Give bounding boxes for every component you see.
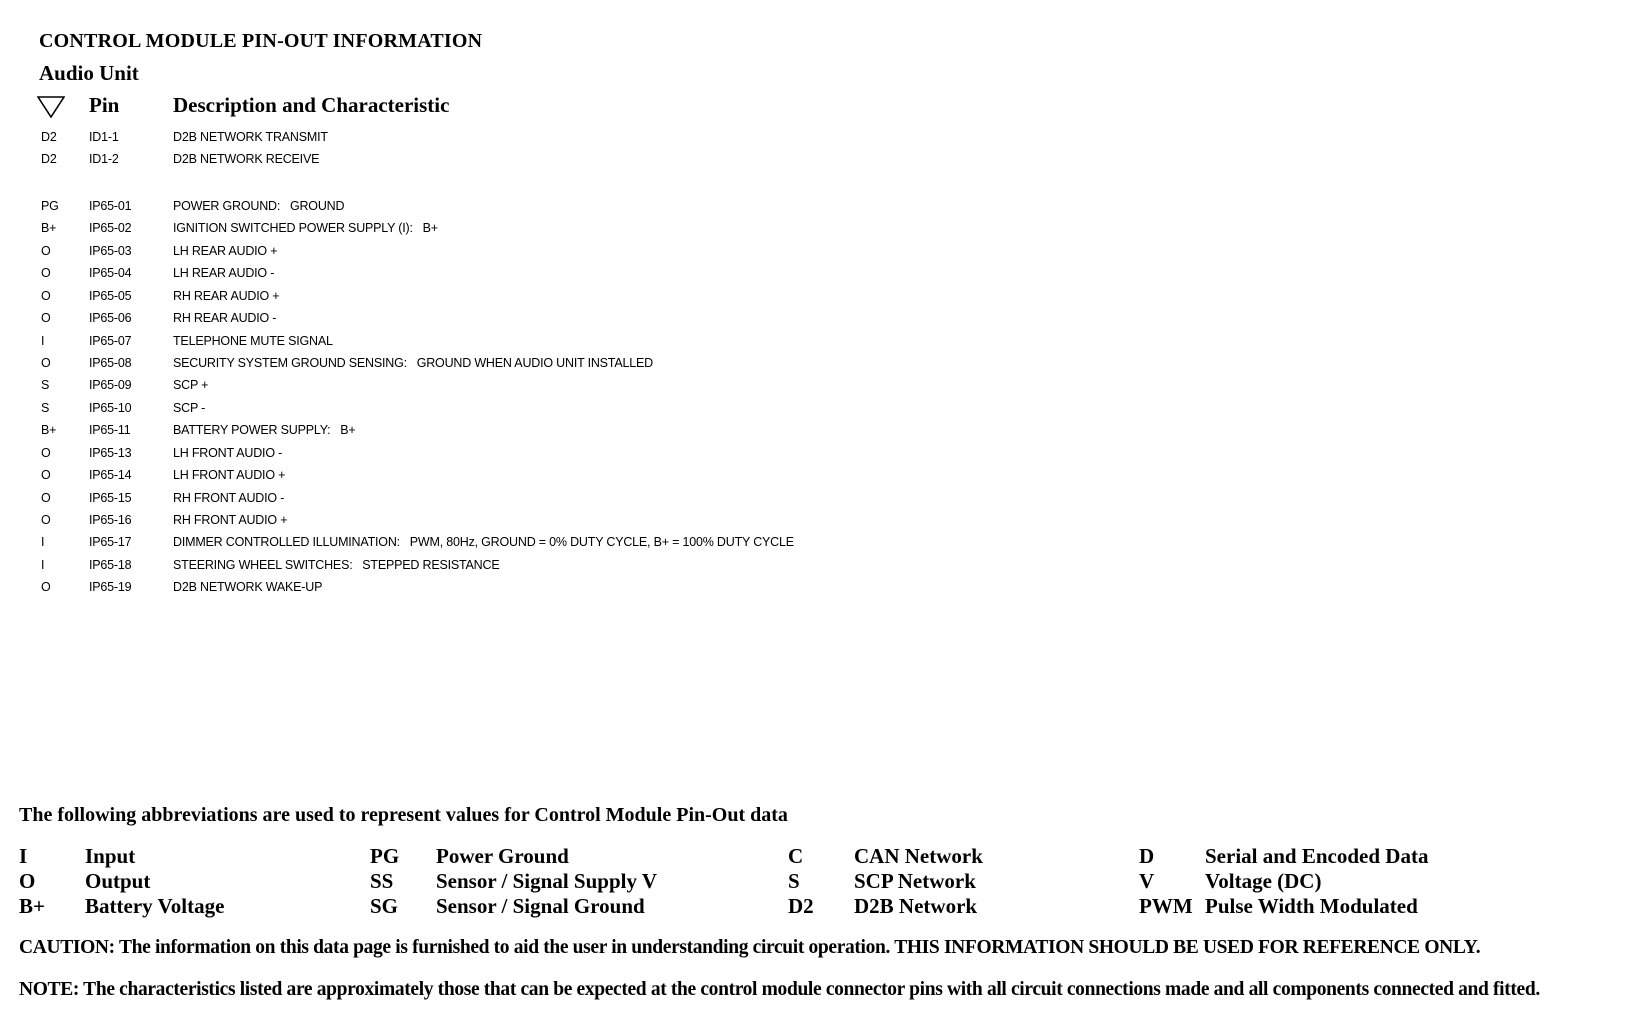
page-subtitle: Audio Unit	[39, 61, 139, 85]
pin-number: IP65-19	[89, 580, 132, 595]
pin-number: IP65-14	[89, 468, 132, 483]
pin-type-code: O	[41, 513, 51, 527]
abbreviation-meaning: Power Ground	[436, 844, 569, 868]
abbreviation-meaning: Voltage (DC)	[1205, 869, 1322, 893]
pin-type-code: I	[41, 333, 45, 348]
pin-table	[0, 126, 1000, 599]
abbreviation-code: D2	[788, 894, 814, 918]
note-text: NOTE: The characteristics listed are approximately those that can be expected at the control module connector pins with all circuit connections made and all components connected and fitted.	[19, 979, 1540, 1000]
pin-description: D2B NETWORK RECEIVE	[173, 152, 320, 167]
pin-type-code: O	[41, 490, 51, 505]
pin-description: D2B NETWORK WAKE-UP	[173, 580, 323, 595]
row-spacer	[0, 171, 1000, 195]
pin-number: IP65-01	[89, 198, 132, 213]
pin-type-code: B+	[41, 221, 57, 236]
table-row	[0, 554, 1000, 576]
pin-number: ID1-2	[89, 152, 119, 167]
caution-text: CAUTION: The information on this data page is furnished to aid the user in understanding circuit operation. THIS INFORMATION SHOULD BE USED FOR REFERENCE ONLY.	[19, 937, 1481, 958]
abbreviation-meaning: Output	[85, 869, 151, 893]
pin-description: STEERING WHEEL SWITCHES: STEPPED RESISTANCE	[173, 557, 500, 572]
pin-description: LH FRONT AUDIO -	[173, 445, 283, 460]
table-header	[0, 93, 900, 121]
pin-description: DIMMER CONTROLLED ILLUMINATION: PWM, 80Hz, GROUND = 0% DUTY CYCLE, B+ = 100% DUTY CYCLE	[173, 535, 794, 550]
table-row	[0, 262, 1000, 284]
pin-type-code: O	[41, 445, 51, 460]
pin-type-code: S	[41, 400, 50, 415]
column-header-description: Description and Characteristic	[173, 93, 450, 117]
abbreviation-code: C	[788, 844, 804, 868]
abbreviation-meaning: D2B Network	[854, 894, 978, 918]
abbreviation-meaning: SCP Network	[854, 869, 976, 893]
pin-description: RH FRONT AUDIO +	[173, 513, 288, 527]
pin-number: IP65-06	[89, 311, 132, 326]
pin-type-code: D2	[41, 130, 57, 144]
pin-type-code: O	[41, 243, 51, 258]
pin-type-code: O	[41, 580, 51, 595]
abbreviation-meaning: Sensor / Signal Supply V	[436, 869, 657, 893]
pin-type-code: PG	[41, 198, 59, 213]
abbreviation-meaning: Sensor / Signal Ground	[436, 894, 645, 918]
pin-number: ID1-1	[89, 130, 119, 144]
pin-description: RH REAR AUDIO +	[173, 288, 280, 303]
abbreviation-meaning: Battery Voltage	[85, 894, 225, 918]
table-row	[0, 217, 1000, 239]
pin-description: D2B NETWORK TRANSMIT	[173, 130, 328, 144]
abbreviation-meaning: CAN Network	[854, 844, 983, 868]
pin-number: IP65-10	[89, 400, 132, 415]
abbreviation-meaning: Pulse Width Modulated	[1205, 894, 1418, 918]
table-row	[0, 148, 1000, 170]
table-row	[0, 285, 1000, 307]
abbreviations-legend	[0, 844, 1632, 924]
pin-number: IP65-03	[89, 243, 132, 258]
abbreviation-meaning: Input	[85, 844, 136, 868]
abbreviation-code: B+	[19, 894, 45, 918]
table-row	[0, 374, 1000, 396]
table-row	[0, 509, 1000, 531]
abbreviation-code: I	[19, 844, 28, 868]
pin-description: SCP -	[173, 400, 206, 415]
table-row	[0, 126, 1000, 148]
abbreviations-intro: The following abbreviations are used to represent values for Control Module Pin-Out data	[19, 804, 788, 826]
pin-number: IP65-02	[89, 221, 132, 236]
table-row	[0, 195, 1000, 217]
pin-number: IP65-05	[89, 288, 132, 303]
pin-description: RH REAR AUDIO -	[173, 311, 277, 326]
abbreviation-code: O	[19, 869, 36, 893]
pin-number: IP65-16	[89, 513, 132, 527]
page-title: CONTROL MODULE PIN-OUT INFORMATION	[39, 30, 483, 52]
table-row	[0, 330, 1000, 352]
table-row	[0, 576, 1000, 598]
pin-type-code: S	[41, 378, 50, 393]
table-row	[0, 442, 1000, 464]
pin-description: SECURITY SYSTEM GROUND SENSING: GROUND WHEN AUDIO UNIT INSTALLED	[173, 355, 653, 370]
pin-number: IP65-07	[89, 333, 132, 348]
pin-description: POWER GROUND: GROUND	[173, 198, 345, 213]
pin-number: IP65-15	[89, 490, 132, 505]
pin-type-code: O	[41, 311, 51, 326]
pin-number: IP65-13	[89, 445, 132, 460]
pin-type-code: D2	[41, 152, 57, 167]
abbreviation-code: PWM	[1139, 894, 1193, 918]
table-row	[0, 464, 1000, 486]
pin-description: BATTERY POWER SUPPLY: B+	[173, 423, 356, 438]
triangle-down-outline-icon	[37, 96, 65, 118]
pin-type-code: O	[41, 355, 51, 370]
table-row	[0, 487, 1000, 509]
column-header-pin: Pin	[89, 93, 120, 117]
table-row	[0, 419, 1000, 441]
abbreviation-code: V	[1139, 869, 1155, 893]
table-row	[0, 307, 1000, 329]
pin-number: IP65-04	[89, 266, 132, 281]
pin-description: SCP +	[173, 378, 209, 393]
pin-type-code: O	[41, 288, 51, 303]
pin-number: IP65-09	[89, 378, 132, 393]
pin-number: IP65-11	[89, 423, 131, 438]
pin-description: IGNITION SWITCHED POWER SUPPLY (I): B+	[173, 221, 438, 236]
pin-type-code: I	[41, 535, 45, 550]
table-row	[0, 352, 1000, 374]
pin-description: LH REAR AUDIO +	[173, 243, 278, 258]
pin-description: RH FRONT AUDIO -	[173, 490, 285, 505]
abbreviation-code: SG	[370, 894, 399, 918]
pin-number: IP65-17	[89, 535, 132, 550]
pin-description: TELEPHONE MUTE SIGNAL	[173, 333, 333, 348]
table-row	[0, 397, 1000, 419]
abbreviation-meaning: Serial and Encoded Data	[1205, 844, 1429, 868]
abbreviation-code: S	[788, 869, 800, 893]
abbreviation-code: D	[1139, 844, 1155, 868]
table-row	[0, 240, 1000, 262]
abbreviation-code: PG	[370, 844, 400, 868]
pin-type-code: B+	[41, 423, 57, 438]
pin-number: IP65-18	[89, 557, 132, 572]
pin-type-code: O	[41, 266, 51, 281]
pin-description: LH REAR AUDIO -	[173, 266, 275, 281]
abbreviation-code: SS	[370, 869, 394, 893]
pin-type-code: O	[41, 468, 51, 483]
pin-number: IP65-08	[89, 355, 132, 370]
pin-type-code: I	[41, 557, 45, 572]
pin-description: LH FRONT AUDIO +	[173, 468, 286, 483]
table-row	[0, 531, 1000, 553]
